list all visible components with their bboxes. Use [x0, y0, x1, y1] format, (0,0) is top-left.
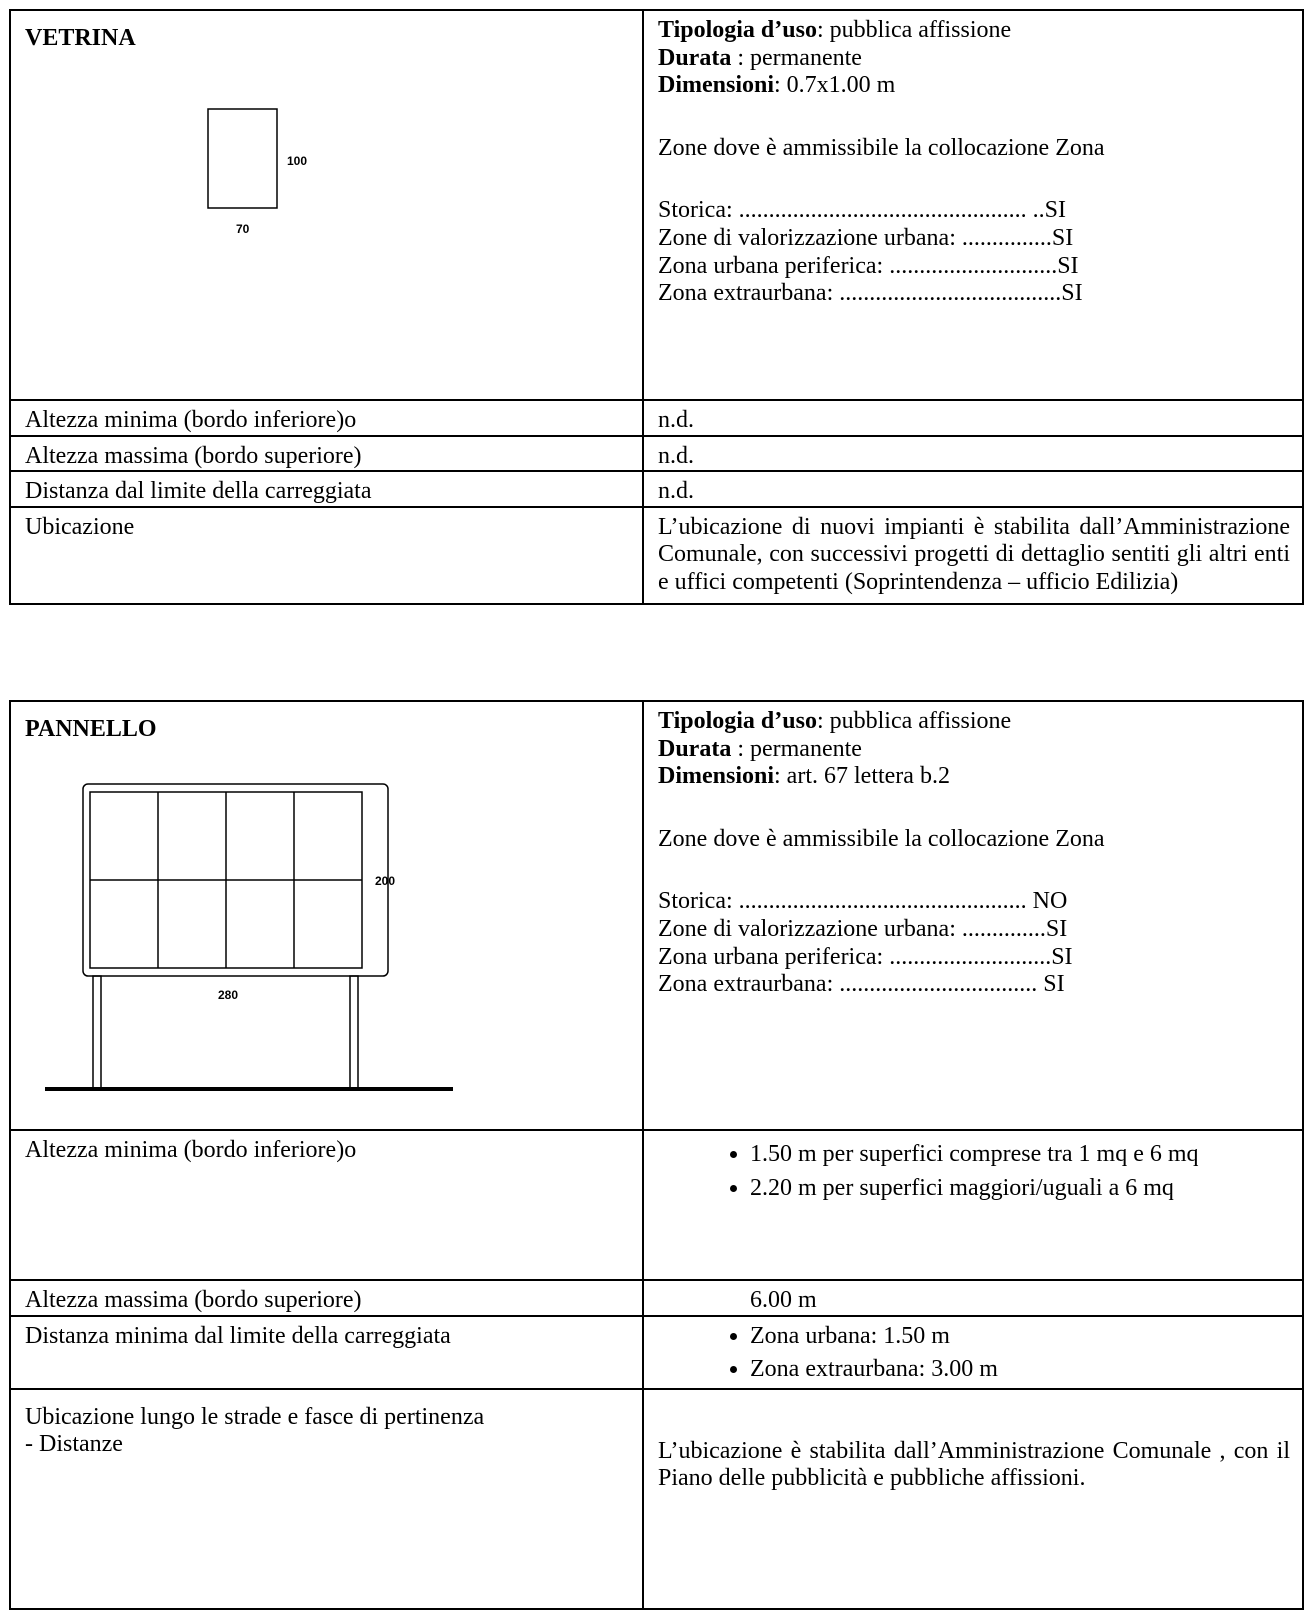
zone-extraurbana: Zona extraurbana: .....................................SI [658, 280, 1083, 307]
pannello-height-label: 200 [375, 873, 396, 888]
row-value: n.d. [643, 400, 1303, 436]
zone-intro: Zone dove è ammissibile la collocazione Zona [658, 134, 1105, 161]
pannello-drawing [25, 752, 605, 1112]
tipologia-label: Tipologia d’uso [658, 17, 817, 43]
vetrina-header-cell [10, 10, 643, 400]
durata-label: Durata [658, 44, 732, 71]
row-value: n.d. [643, 471, 1303, 507]
table-row [10, 1389, 1303, 1609]
table-row [10, 471, 1303, 507]
table-row [10, 1316, 1303, 1389]
pannello-header-cell [10, 701, 643, 1130]
distanza-value [643, 1316, 1303, 1389]
list-item: • Zona extraurbana: 3.00 m [750, 1356, 1290, 1384]
vetrina-table [9, 9, 1304, 605]
zone-storica: Storica: ................................................ ..SI [658, 197, 1066, 224]
ubicazione-label: Ubicazione [10, 507, 643, 604]
dimensioni-value: : 0.7x1.00 m [774, 72, 896, 99]
vetrina-drawing [25, 65, 605, 275]
pannello-left-leg [93, 976, 101, 1088]
zone-periferica: Zona urbana periferica: ...........................SI [658, 943, 1073, 970]
table-row [10, 507, 1303, 604]
tipologia-label: Tipologia d’uso [658, 708, 817, 734]
ubicazione-sublabel: - Distanze [25, 1431, 123, 1458]
pannello-right-leg [350, 976, 358, 1088]
table-row [10, 436, 1303, 472]
pannello-width-label: 280 [218, 987, 239, 1002]
dimensioni-label: Dimensioni [658, 763, 775, 790]
row-label: Distanza dal limite della carreggiata [10, 471, 643, 507]
table-row [10, 400, 1303, 436]
pannello-table [9, 700, 1304, 1610]
list-item: • 2.20 m per superfici maggiori/uguali a 6 mq [750, 1175, 1290, 1203]
durata-value: : permanente [731, 735, 862, 762]
dimensioni-label: Dimensioni [658, 72, 775, 99]
table-row [10, 1280, 1303, 1316]
ubicazione-text: L’ubicazione di nuovi impianti è stabilita dall’Amministrazione Comunale, con successivi progetti di dettaglio sentiti gli altri enti e uffici competenti (Soprintendenza – ufficio Edilizia) [643, 507, 1303, 604]
row-label: Altezza minima (bordo inferiore)o [10, 400, 643, 436]
zone-storica: Storica: ................................................ NO [658, 888, 1068, 915]
vetrina-outline [208, 109, 277, 208]
durata-label: Durata [658, 735, 732, 762]
vetrina-height-label: 100 [287, 153, 308, 168]
ubicazione-text: L’ubicazione è stabilita dall’Amministrazione Comunale , con il Piano delle pubblicità e pubbliche affissioni. [643, 1389, 1303, 1609]
altezza-minima-label: Altezza minima (bordo inferiore)o [10, 1130, 643, 1280]
list-item: • Zona urbana: 1.50 m [750, 1323, 1290, 1351]
durata-value: : permanente [731, 44, 862, 71]
list-item: • 1.50 m per superfici comprese tra 1 mq e 6 mq [750, 1141, 1290, 1169]
vetrina-width-label: 70 [236, 221, 250, 236]
tipologia-value: : pubblica affissione [816, 708, 1012, 734]
zone-periferica: Zona urbana periferica: ............................SI [658, 252, 1079, 279]
ubicazione-label: Ubicazione lungo le strade e fasce di pertinenza [25, 1403, 485, 1430]
row-label: Altezza massima (bordo superiore) [10, 436, 643, 472]
tipologia-value: : pubblica affissione [816, 17, 1012, 43]
ground-line [45, 1087, 453, 1091]
zone-valorizzazione: Zone di valorizzazione urbana: ...............SI [658, 224, 1074, 251]
vetrina-title: VETRINA [25, 25, 136, 51]
zone-intro: Zone dove è ammissibile la collocazione Zona [658, 825, 1105, 852]
distanza-label: Distanza minima dal limite della carreggiata [10, 1316, 643, 1389]
dimensioni-value: : art. 67 lettera b.2 [774, 763, 950, 790]
zone-extraurbana: Zona extraurbana: ................................. SI [658, 971, 1065, 998]
vetrina-info-cell [643, 10, 1303, 400]
pannello-info-cell [643, 701, 1303, 1130]
zone-valorizzazione: Zone di valorizzazione urbana: ..............SI [658, 915, 1068, 942]
ubicazione-label-cell [10, 1389, 643, 1609]
altezza-minima-value [643, 1130, 1303, 1280]
altezza-massima-label: Altezza massima (bordo superiore) [10, 1280, 643, 1316]
table-row [10, 1130, 1303, 1280]
pannello-title: PANNELLO [25, 716, 157, 742]
row-value: n.d. [643, 436, 1303, 472]
altezza-massima-value: 6.00 m [643, 1280, 1303, 1316]
